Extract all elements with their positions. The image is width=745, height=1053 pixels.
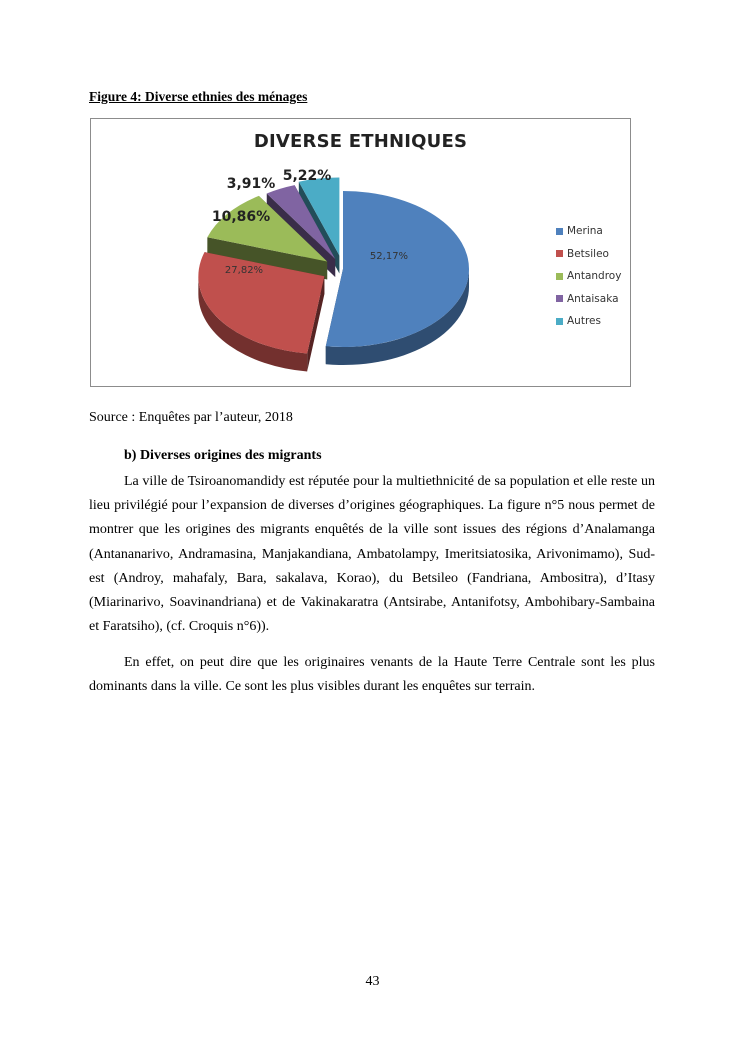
pie-slice-merina xyxy=(326,191,469,365)
legend-swatch xyxy=(556,250,563,257)
chart-title: DIVERSE ETHNIQUES xyxy=(253,131,468,152)
paragraph-1 xyxy=(89,470,655,639)
figure-source: Source : Enquêtes par l’auteur, 2018 xyxy=(89,410,293,425)
legend-item-autres xyxy=(556,310,621,333)
data-label-autres: 5,22% xyxy=(282,168,332,184)
pie-chart xyxy=(90,118,631,387)
pie-chart-svg xyxy=(91,119,632,388)
legend-label: Merina xyxy=(567,225,603,238)
legend-swatch xyxy=(556,228,563,235)
legend-item-merina xyxy=(556,220,621,243)
legend-swatch xyxy=(556,295,563,302)
legend-item-antandroy xyxy=(556,265,621,288)
data-label-betsileo: 27,82% xyxy=(224,265,264,276)
page-number: 43 xyxy=(365,974,380,989)
legend-item-antaisaka xyxy=(556,288,621,311)
chart-legend xyxy=(556,220,621,333)
section-subheading: b) Diverses origines des migrants xyxy=(124,448,322,463)
paragraph-2 xyxy=(89,651,655,699)
legend-swatch xyxy=(556,318,563,325)
legend-label: Antaisaka xyxy=(567,292,619,305)
legend-label: Antandroy xyxy=(567,270,622,283)
legend-label: Betsileo xyxy=(567,247,609,260)
figure-caption: Figure 4: Diverse ethnies des ménages xyxy=(89,89,308,104)
data-label-antandroy: 10,86% xyxy=(211,209,271,225)
data-label-antaisaka: 3,91% xyxy=(226,176,276,192)
data-label-merina: 52,17% xyxy=(369,251,409,262)
paragraph-1-text: La ville de Tsiroanomandidy est réputée pour la multiethnicité de sa population et elle reste un lieu privilégié pour l’expansion de diverses d’origines géographiques. La figure n°5 nous permet de montrer que les origines des migrants enquêtés de la ville sont issues des régions d’Analamanga (Antananarivo, Andramasina, Manjakandiana, Ambatolampy, Imeritsiatosika, Arivonimamo), Sud-est (Androy, mahafaly, Bara, sakalava, Korao), du Betsileo (Fandriana, Ambositra), d’Itasy (Miarinarivo, Soavinandriana) et de Vakinakaratra (Antsirabe, Antanifotsy, Ambohibary-Sambaina et Faratsiho), (cf. Croquis n°6)). xyxy=(89,474,655,635)
legend-item-betsileo xyxy=(556,243,621,266)
legend-swatch xyxy=(556,273,563,280)
paragraph-2-text: En effet, on peut dire que les originaires venants de la Haute Terre Centrale sont les plus dominants dans la ville. Ce sont les plus visibles durant les enquêtes sur terrain. xyxy=(89,655,655,695)
legend-label: Autres xyxy=(567,315,601,328)
